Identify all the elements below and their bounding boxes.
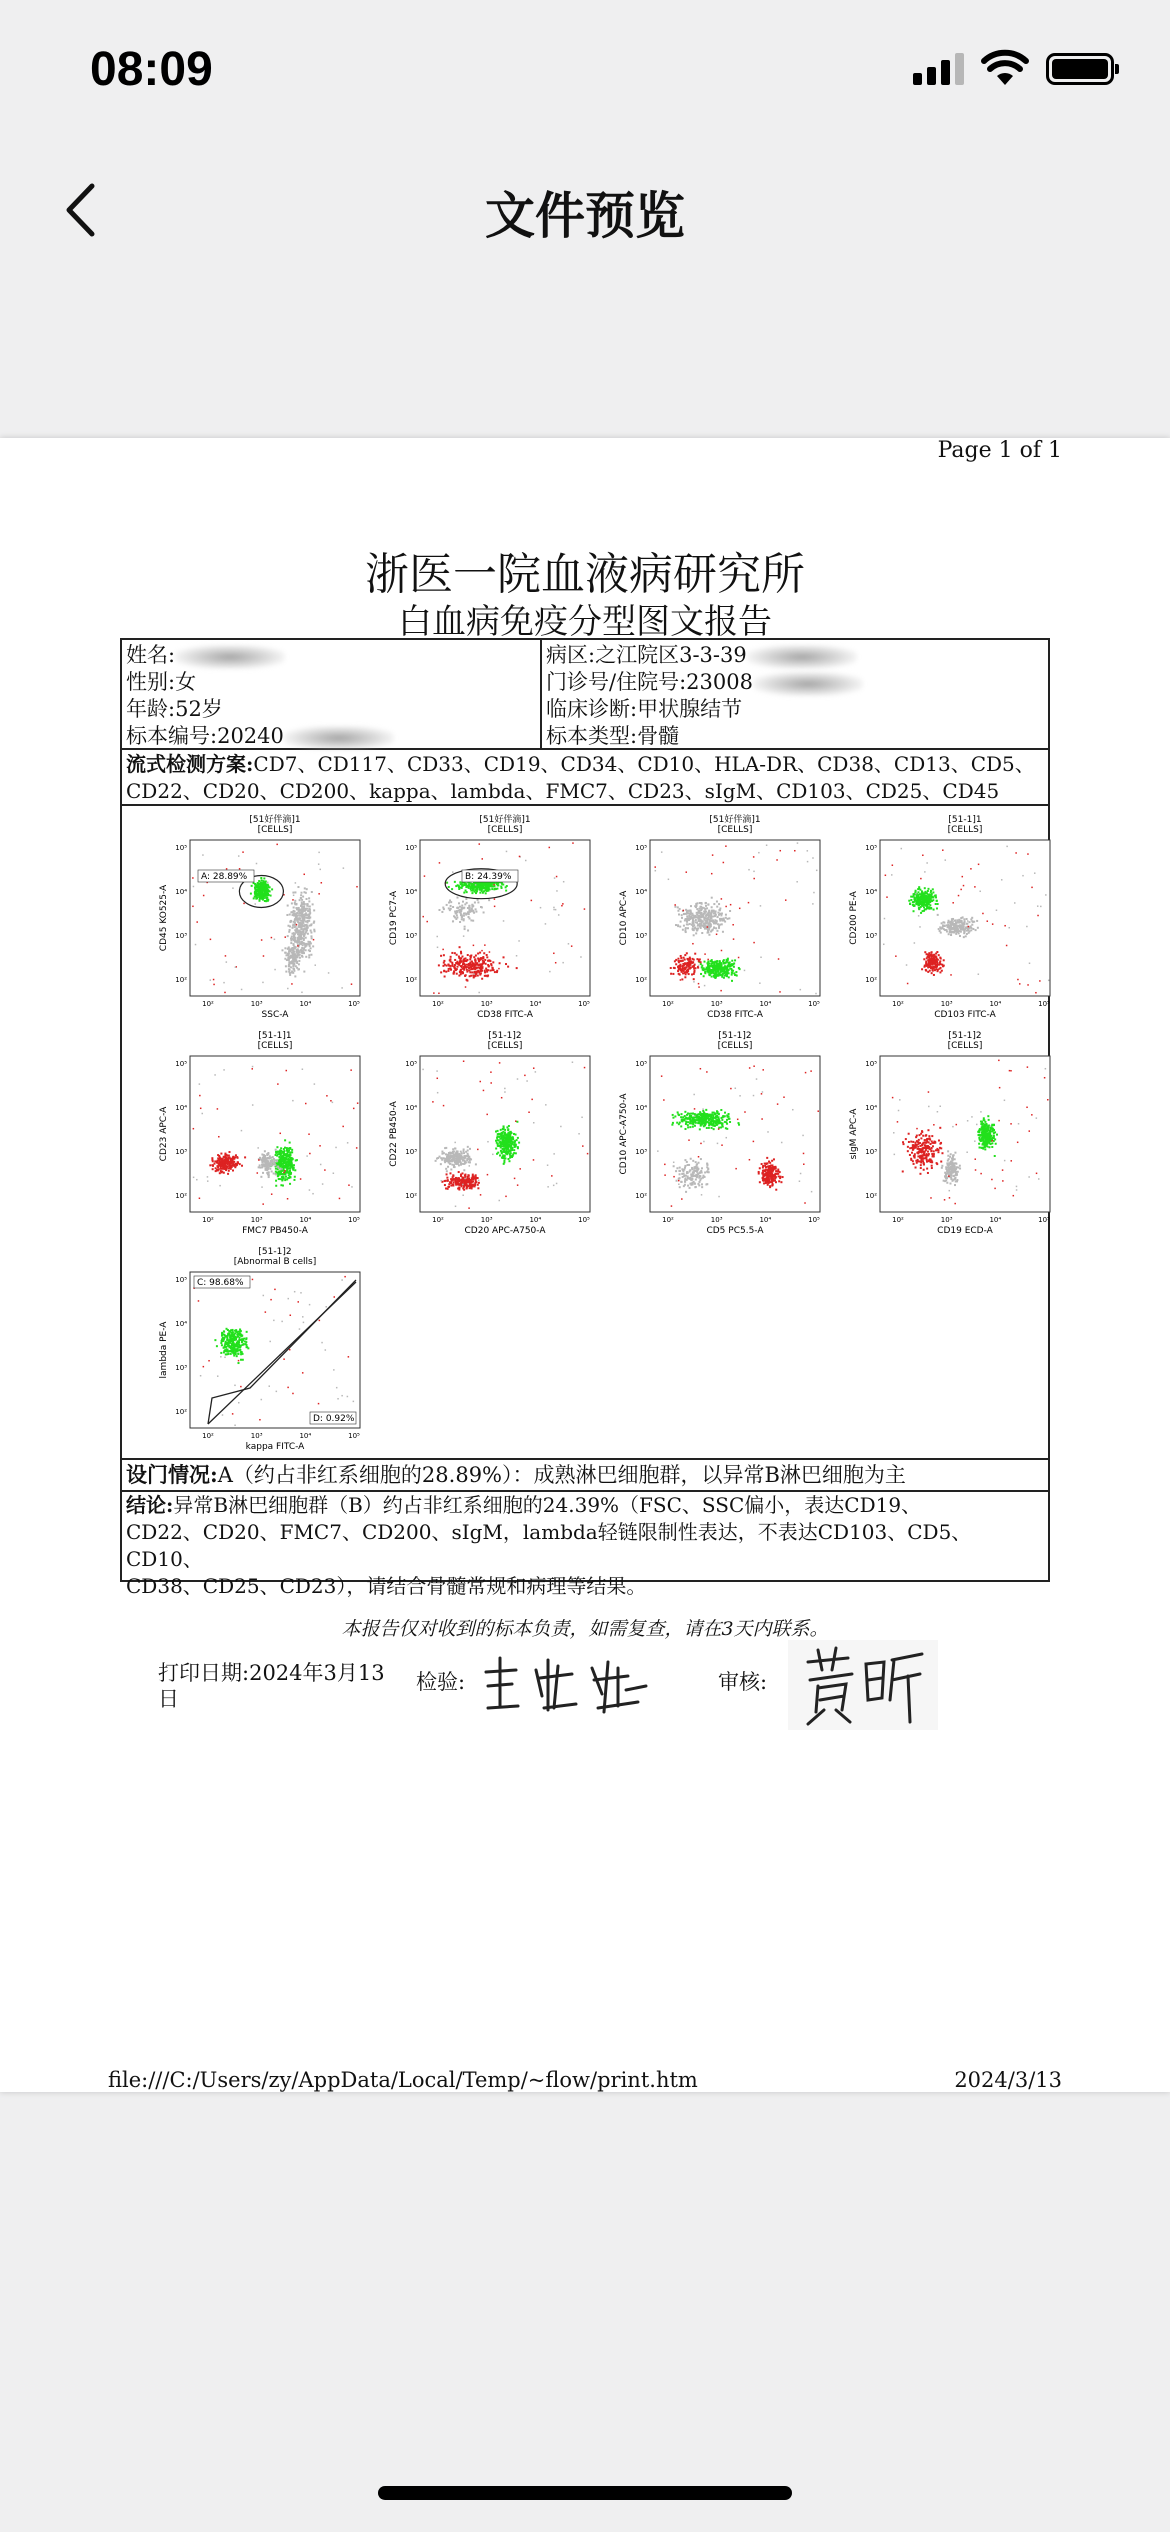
y-tick-label: 10³ [175,1148,187,1156]
x-tick-label: 10⁴ [759,1000,772,1008]
y-axis-label: CD23 APC-A [159,1106,169,1162]
y-axis-label: CD10 APC-A [619,890,629,946]
gating-info [122,1460,1048,1492]
conclusion [122,1492,1048,1598]
x-tick-label: 10³ [710,1000,723,1008]
y-tick-label: 10³ [865,1148,877,1156]
plot-subtitle: [CELLS] [717,825,753,835]
x-tick-label: 10² [202,1216,214,1224]
x-tick-label: 10⁵ [808,1216,820,1224]
plot-title: [51-1]1 [258,1031,292,1041]
flow-plot [159,1247,360,1452]
footer-date: 2024/3/13 [954,2068,1062,2092]
detection-plan [122,750,1048,806]
plot-title: [51好伴滴]1 [249,815,301,825]
x-tick-label: 10² [662,1216,674,1224]
x-tick-label: 10³ [250,1432,263,1440]
y-tick-label: 10⁴ [405,1104,417,1112]
x-tick-label: 10² [432,1216,444,1224]
flow-plot [389,813,590,1020]
review-signature [788,1640,938,1730]
y-tick-label: 10² [865,1192,877,1200]
flow-plot [389,1031,590,1236]
flow-plot [159,1031,360,1236]
y-tick-label: 10⁵ [405,844,417,852]
y-axis-label: sIgM APC-A [849,1108,859,1160]
x-axis-label: CD19 ECD-A [937,1226,993,1236]
gate-text: A（约占非红系细胞的28.89%）：成熟淋巴细胞群，以异常B淋巴细胞为主 [217,1463,906,1487]
x-tick-label: 10⁴ [759,1216,772,1224]
x-tick-label: 10⁴ [529,1000,542,1008]
flow-plot [849,815,1050,1020]
x-axis-label: CD38 FITC-A [477,1010,533,1020]
ward-value: 之江院区3-3-39 [595,643,747,667]
y-tick-label: 10³ [405,1148,417,1156]
y-tick-label: 10⁴ [405,888,417,896]
status-time: 08:09 [90,43,213,96]
print-date-value: 2024年3月13 [249,1661,385,1685]
y-tick-label: 10⁵ [865,844,877,852]
y-tick-label: 10⁴ [175,1320,187,1328]
y-tick-label: 10⁵ [635,1060,647,1068]
x-axis-label: kappa FITC-A [245,1442,305,1452]
x-tick-label: 10⁵ [578,1000,590,1008]
x-tick-label: 10⁴ [989,1216,1002,1224]
report-organization: 浙医一院血液病研究所 [365,549,805,600]
y-tick-label: 10⁴ [865,888,877,896]
y-tick-label: 10³ [635,1148,647,1156]
redacted-specimen-no [284,726,394,750]
y-tick-label: 10² [175,1408,187,1416]
gate-label: C: 98.68% [197,1278,244,1288]
x-tick-label: 10⁵ [348,1000,360,1008]
x-tick-label: 10⁵ [348,1432,360,1440]
conclusion-line-2: CD22、CD20、FMC7、CD200、sIgM，lambda轻链限制性表达，不表达CD103、CD5、CD10、 [126,1520,972,1571]
y-tick-label: 10⁴ [865,1104,877,1112]
plot-title: [51-1]2 [948,1031,982,1041]
x-tick-label: 10⁵ [578,1216,590,1224]
y-tick-label: 10⁴ [635,1104,647,1112]
y-axis-label: lambda PE-A [159,1321,169,1379]
wifi-icon [982,52,1028,86]
x-axis-label: CD20 APC-A750-A [464,1226,546,1236]
plot-title: [51-1]2 [258,1247,292,1257]
plot-subtitle: [CELLS] [947,825,983,835]
plot-subtitle: [CELLS] [717,1041,753,1051]
nav-bar [0,150,1170,270]
cellular-signal-icon [913,53,964,85]
x-tick-label: 10² [432,1000,444,1008]
age-label: 年龄: [126,697,176,721]
ward-label: 病区: [546,643,596,667]
y-tick-label: 10³ [635,932,647,940]
y-tick-label: 10³ [175,1364,187,1372]
y-tick-label: 10⁵ [635,844,647,852]
y-tick-label: 10³ [405,932,417,940]
plot-frame [190,1056,360,1212]
y-tick-label: 10⁵ [175,1276,187,1284]
home-indicator [378,2486,792,2500]
y-tick-label: 10⁴ [175,1104,187,1112]
age-value: 52岁 [175,697,223,721]
footer-file-path: file:///C:/Users/zy/AppData/Local/Temp/~flow/print.htm [108,2068,698,2092]
y-tick-label: 10³ [865,932,877,940]
flow-plot [159,813,360,1020]
x-tick-label: 10⁴ [299,1000,312,1008]
plot-frame [650,1056,820,1212]
plot-title: [51好伴滴]1 [709,815,761,825]
y-tick-label: 10² [405,976,417,984]
report-title: 白血病免疫分型图文报告 [398,602,772,642]
y-tick-label: 10² [635,976,647,984]
redacted-clinic-no [753,672,863,696]
plot-subtitle: [CELLS] [947,1041,983,1051]
x-tick-label: 10⁴ [529,1216,542,1224]
gate-label: 设门情况: [126,1462,218,1487]
x-tick-label: 10³ [480,1216,493,1224]
signature-row [158,1656,958,1746]
x-tick-label: 10³ [250,1216,263,1224]
x-tick-label: 10⁵ [348,1216,360,1224]
plot-title: [51-1]1 [948,815,982,825]
y-tick-label: 10⁵ [405,1060,417,1068]
plot-subtitle: [Abnormal B cells] [233,1257,317,1267]
status-bar [0,0,1170,150]
disclaimer: 本报告仅对收到的标本负责，如需复查，请在3天内联系。 [341,1618,829,1640]
x-tick-label: 10⁴ [299,1216,312,1224]
x-tick-label: 10⁴ [299,1432,312,1440]
y-tick-label: 10⁴ [175,888,187,896]
flow-plots-svg [122,806,1048,1460]
print-date-tail: 日 [158,1687,179,1711]
y-tick-label: 10⁵ [865,1060,877,1068]
plot-title: [51好伴滴]1 [479,815,531,825]
x-tick-label: 10⁵ [1038,1000,1050,1008]
x-axis-label: SSC-A [261,1010,289,1020]
gate-label: B: 24.39% [465,872,512,882]
x-tick-label: 10² [892,1000,904,1008]
status-icons [913,52,1114,86]
patient-info [122,640,1048,750]
name-label: 姓名: [126,643,176,667]
clinic-no-label: 门诊号/住院号: [546,670,687,694]
plan-line-1: CD7、CD117、CD33、CD19、CD34、CD10、HLA-DR、CD38、CD13、CD5、 [253,752,1035,776]
diagnosis-label: 临床诊断: [546,697,638,721]
x-tick-label: 10² [202,1432,214,1440]
y-tick-label: 10⁵ [175,1060,187,1068]
sex-value: 女 [175,670,197,694]
plan-line-2: CD22、CD20、CD200、kappa、lambda、FMC7、CD23、sIgM、CD103、CD25、CD45 [126,779,1000,803]
x-tick-label: 10² [892,1216,904,1224]
page-number: Page 1 of 1 [937,438,1062,463]
x-tick-label: 10² [662,1000,674,1008]
specimen-type-value: 骨髓 [637,724,680,748]
plot-subtitle: [CELLS] [487,1041,523,1051]
plot-subtitle: [CELLS] [257,825,293,835]
x-axis-label: CD103 FITC-A [934,1010,996,1020]
patient-info-left [122,640,542,748]
document-page[interactable] [0,438,1170,2092]
y-axis-label: CD200 PE-A [849,891,859,945]
print-date-label: 打印日期: [158,1661,250,1685]
sex-label: 性别: [126,670,176,694]
y-axis-label: CD19 PC7-A [389,890,399,946]
gate-label: A: 28.89% [201,872,248,882]
plan-label: 流式检测方案: [126,752,254,776]
y-axis-label: CD45 KO525-A [159,884,169,952]
x-axis-label: FMC7 PB450-A [242,1226,308,1236]
specimen-no-value: 20240 [217,724,284,748]
clinic-no-value: 23008 [686,670,753,694]
y-tick-label: 10³ [175,932,187,940]
y-tick-label: 10² [635,1192,647,1200]
gate-label: D: 0.92% [313,1414,355,1424]
plot-subtitle: [CELLS] [487,825,523,835]
x-axis-label: CD38 FITC-A [707,1010,763,1020]
check-label: 检验: [416,1670,466,1694]
plot-title: [51-1]2 [718,1031,752,1041]
flow-plot [849,1031,1050,1236]
battery-icon [1046,53,1114,85]
x-tick-label: 10² [202,1000,214,1008]
conclusion-line-3: CD38、CD25、CD23），请结合骨髓常规和病理等结果。 [126,1574,647,1598]
conclusion-line-1: 异常B淋巴细胞群（B）约占非红系细胞的24.39%（FSC、SSC偏小，表达CD19、 [173,1493,922,1517]
print-date [158,1660,408,1712]
y-tick-label: 10² [405,1192,417,1200]
plot-title: [51-1]2 [488,1031,522,1041]
x-tick-label: 10³ [940,1000,953,1008]
redacted-name [175,645,285,669]
plot-subtitle: [CELLS] [257,1041,293,1051]
x-axis-label: CD5 PC5.5-A [706,1226,764,1236]
flow-plot [619,813,820,1020]
specimen-no-label: 标本编号: [126,724,218,748]
y-axis-label: CD22 PB450-A [389,1101,399,1167]
y-axis-label: CD10 APC-A750-A [619,1093,629,1175]
plot-frame [880,840,1050,996]
y-tick-label: 10² [175,976,187,984]
specimen-type-label: 标本类型: [546,724,638,748]
y-tick-label: 10⁴ [635,888,647,896]
plot-frame [190,1272,360,1428]
flow-cytometry-plots [122,806,1048,1460]
y-tick-label: 10² [865,976,877,984]
x-tick-label: 10³ [710,1216,723,1224]
y-tick-label: 10⁵ [175,844,187,852]
page-title: 文件预览 [485,187,685,245]
y-tick-label: 10² [175,1192,187,1200]
plot-frame [190,840,360,996]
x-tick-label: 10³ [940,1216,953,1224]
report-table [120,638,1050,1598]
plot-frame [880,1056,1050,1212]
x-tick-label: 10⁴ [989,1000,1002,1008]
flow-plot [619,1031,820,1236]
review-label: 审核: [718,1670,768,1694]
check-signature [478,1650,658,1720]
diagnosis-value: 甲状腺结节 [637,697,743,721]
redacted-ward [747,645,857,669]
patient-info-right [542,640,1048,748]
x-tick-label: 10⁵ [808,1000,820,1008]
conclusion-label: 结论: [126,1493,174,1517]
x-tick-label: 10⁵ [1038,1216,1050,1224]
x-tick-label: 10³ [250,1000,263,1008]
x-tick-label: 10³ [480,1000,493,1008]
